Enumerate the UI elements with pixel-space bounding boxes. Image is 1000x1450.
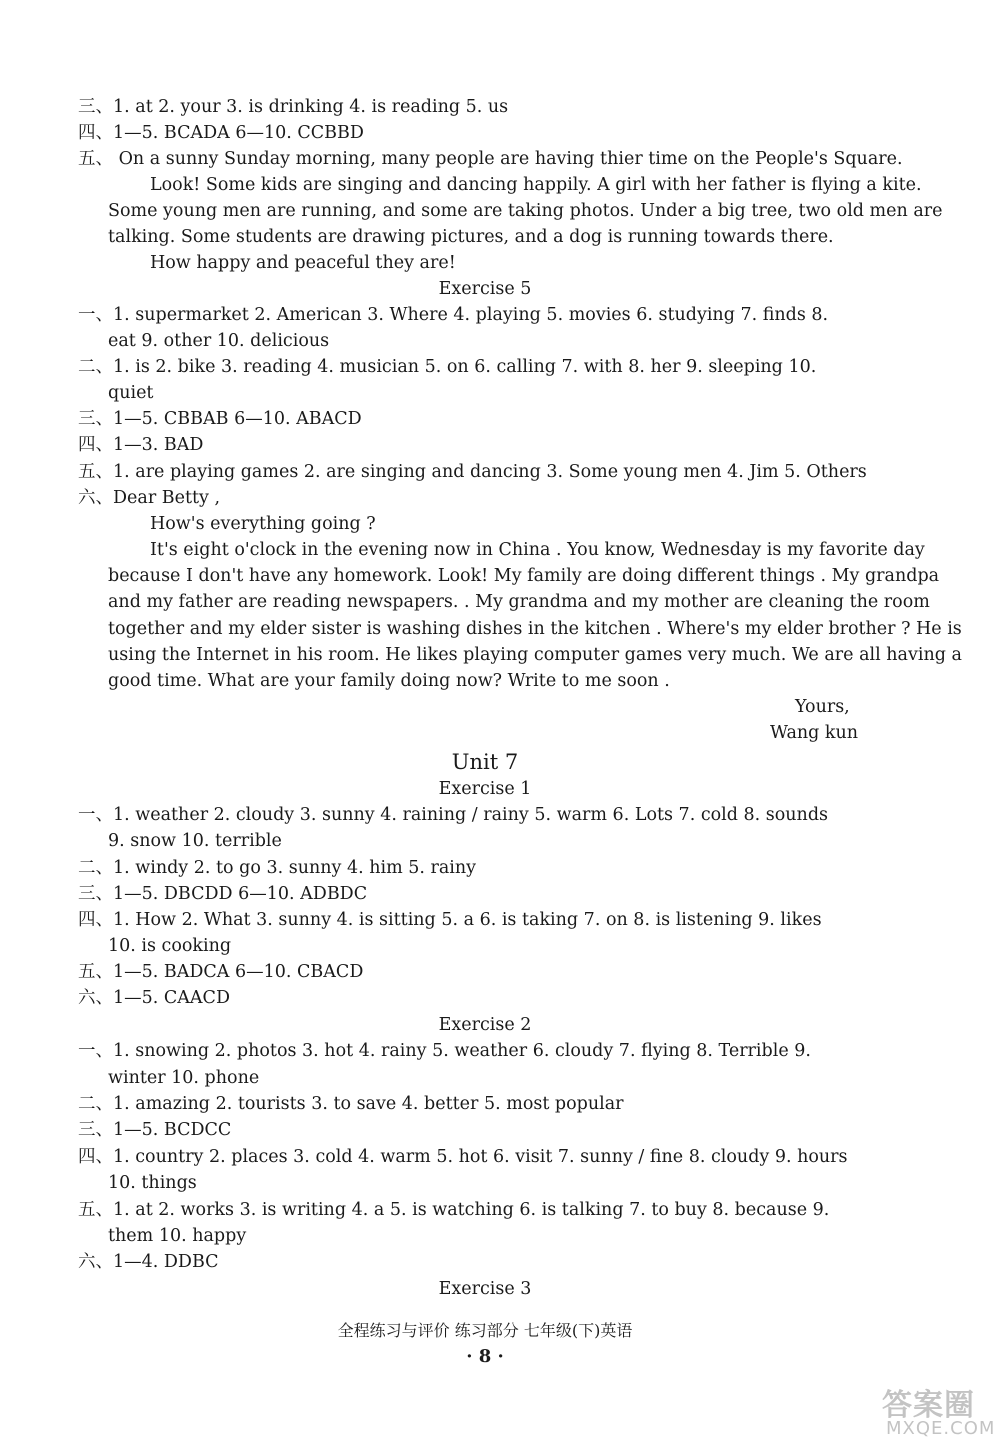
text-line: eat 9. other 10. delicious	[108, 331, 330, 351]
text-line: 五、1—5. BADCA 6—10. CBACD	[78, 962, 364, 982]
text-line: 二、1. amazing 2. tourists 3. to save 4. better 5. most popular	[78, 1094, 624, 1114]
text-line: 四、1. country 2. places 3. cold 4. warm 5. hot 6. visit 7. sunny / fine 8. cloudy 9. hours	[78, 1147, 848, 1167]
section-heading: Exercise 5	[438, 279, 532, 299]
page-number: · 8 ·	[466, 1346, 504, 1367]
text-line: them 10. happy	[108, 1226, 247, 1246]
section-heading: Exercise 1	[438, 779, 532, 799]
watermark-text: 答案圈	[882, 1388, 975, 1423]
text-line: How's everything going ?	[150, 514, 376, 534]
text-line: 一、1. supermarket 2. American 3. Where 4. playing 5. movies 6. studying 7. finds 8.	[78, 305, 829, 325]
text-line: 六、1—5. CAACD	[78, 988, 230, 1008]
text-line: How happy and peaceful they are!	[150, 253, 456, 273]
text-line: 六、1—4. DDBC	[78, 1252, 219, 1272]
section-heading: Exercise 3	[438, 1279, 532, 1299]
section-heading: Exercise 2	[438, 1015, 532, 1035]
letter-closing: Yours,	[795, 697, 850, 717]
text-line: 四、1—5. BCADA 6—10. CCBBD	[78, 123, 364, 143]
text-line: together and my elder sister is washing dishes in the kitchen . Where's my elder brother ? He is	[108, 619, 962, 639]
text-line: 二、1. is 2. bike 3. reading 4. musician 5. on 6. calling 7. with 8. her 9. sleeping 10.	[78, 357, 817, 377]
text-line: using the Internet in his room. He likes playing computer games very much. We are all having a	[108, 645, 962, 665]
watermark-url: MXQE.COM	[886, 1418, 996, 1439]
text-line: 五、 On a sunny Sunday morning, many people are having thier time on the People's Square.	[78, 149, 903, 169]
text-line: 9. snow 10. terrible	[108, 831, 282, 851]
text-line: quiet	[108, 383, 154, 403]
text-line: 四、1—3. BAD	[78, 435, 204, 455]
text-line: 三、1—5. BCDCC	[78, 1120, 232, 1140]
text-line: because I don't have any homework. Look! My family are doing different things . My grandpa	[108, 566, 940, 586]
letter-signature: Wang kun	[770, 723, 859, 743]
text-line: winter 10. phone	[108, 1068, 260, 1088]
text-line: 三、1—5. CBBAB 6—10. ABACD	[78, 409, 362, 429]
text-line: 五、1. at 2. works 3. is writing 4. a 5. is watching 6. is talking 7. to buy 8. because 9.	[78, 1200, 830, 1220]
text-line: 四、1. How 2. What 3. sunny 4. is sitting 5. a 6. is taking 7. on 8. is listening 9. likes	[78, 910, 822, 930]
text-line: good time. What are your family doing now? Write to me soon .	[108, 671, 670, 691]
text-line: Some young men are running, and some are taking photos. Under a big tree, two old men are	[108, 201, 943, 221]
text-line: 10. is cooking	[108, 936, 232, 956]
text-line: 二、1. windy 2. to go 3. sunny 4. him 5. rainy	[78, 858, 477, 878]
text-line: talking. Some students are drawing pictures, and a dog is running towards there.	[108, 227, 834, 247]
text-line: 一、1. snowing 2. photos 3. hot 4. rainy 5. weather 6. cloudy 7. flying 8. Terrible 9.	[78, 1041, 811, 1061]
text-line: Look! Some kids are singing and dancing happily. A girl with her father is flying a kite.	[150, 175, 922, 195]
text-line: 三、1. at 2. your 3. is drinking 4. is reading 5. us	[78, 97, 509, 117]
watermark-logo	[876, 1380, 994, 1442]
text-line: 六、Dear Betty ,	[78, 488, 221, 508]
footer-title: 全程练习与评价 练习部分 七年级(下)英语	[337, 1321, 633, 1340]
text-line: It's eight o'clock in the evening now in China . You know, Wednesday is my favorite day	[150, 540, 925, 560]
text-line: 一、1. weather 2. cloudy 3. sunny 4. raining / rainy 5. warm 6. Lots 7. cold 8. sounds	[78, 805, 829, 825]
text-line: and my father are reading newspapers. . My grandma and my mother are cleaning the room	[108, 592, 930, 612]
text-line: 10. things	[108, 1173, 197, 1193]
unit-heading: Unit 7	[451, 750, 519, 774]
text-line: 五、1. are playing games 2. are singing and dancing 3. Some young men 4. Jim 5. Others	[78, 462, 867, 482]
text-line: 三、1—5. DBCDD 6—10. ADBDC	[78, 884, 368, 904]
